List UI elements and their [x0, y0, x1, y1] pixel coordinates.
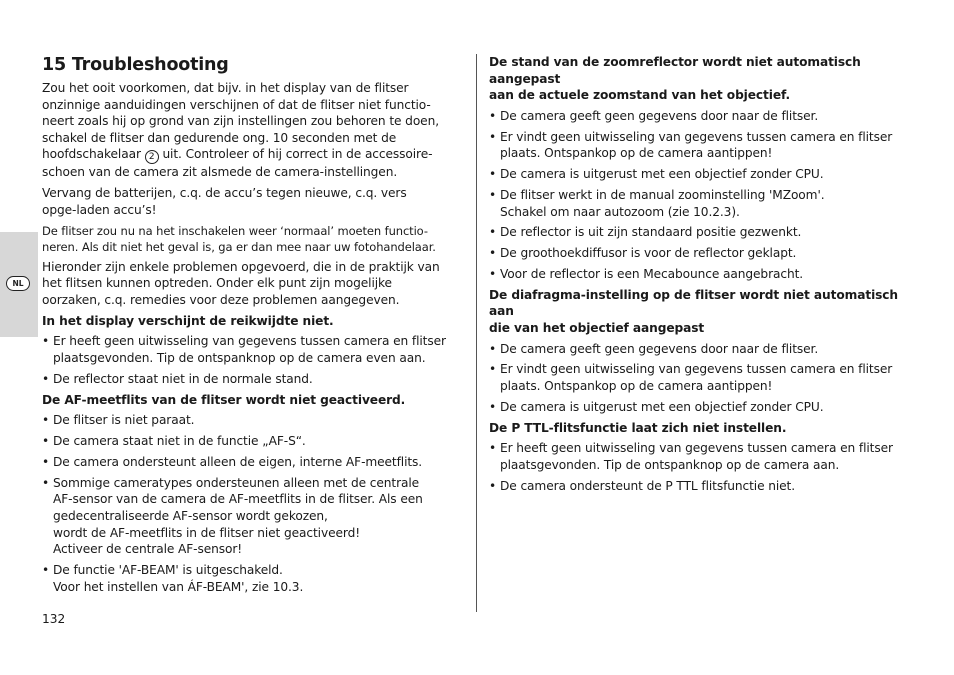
list-item-line: De camera geeft geen gegevens door naar de flitser. [500, 341, 819, 356]
list-item-line: Sommige cameratypes ondersteunen alleen met de centrale [53, 475, 420, 490]
text-line: neren. Als dit niet het geval is, ga er dan mee naar uw fotohandelaar. [42, 239, 436, 254]
circled-number-2: 2 [145, 150, 159, 164]
bullet: • [42, 413, 50, 428]
list-item-line: Er vindt geen uitwisseling van gegevens tussen camera en flitser [500, 129, 893, 144]
right-sections [489, 54, 914, 494]
left-sections [42, 313, 462, 595]
bullet: • [489, 187, 497, 202]
text-line: onzinnige aanduidingen verschijnen of dat de flitser niet functio- [42, 97, 431, 112]
list-item-line: plaatsgevonden. Tip de ontspanknop op de camera even aan. [53, 351, 426, 366]
text-line: opge-laden accu’s! [42, 202, 157, 217]
list-item-line: Activeer de centrale AF-sensor! [53, 542, 243, 557]
list-item-line: De functie 'AF-BEAM' is uitgeschakeld. [53, 562, 283, 577]
cause-list [42, 412, 462, 595]
list-item-line: De groothoekdiffusor is voor de reflector geklapt. [500, 246, 797, 261]
normal-function-paragraph [42, 223, 462, 255]
cause-list [489, 341, 914, 416]
list-item [489, 361, 914, 394]
list-item-line: Er heeft geen uitwisseling van gegevens tussen camera en flitser [53, 334, 446, 349]
section-title: 15 Troubleshooting [42, 55, 229, 75]
bullet: • [489, 129, 497, 144]
right-column [489, 54, 914, 498]
list-item-line: AF-sensor van de camera de AF-meetflits in de flitser. Als een [53, 492, 423, 507]
bullet: • [42, 371, 50, 386]
list-item-line: De flitser is niet paraat. [53, 413, 195, 428]
text-line: De flitser zou nu na het inschakelen weer ‘normaal’ moeten functio- [42, 223, 428, 238]
list-item [42, 562, 462, 595]
list-item-line: De camera ondersteunt alleen de eigen, interne AF-meetflits. [53, 454, 423, 469]
list-item-line: plaats. Ontspankop op de camera aantippen! [500, 146, 773, 161]
list-item-line: De camera ondersteunt de P TTL flitsfunctie niet. [500, 478, 796, 493]
heading-line: aan de actuele zoomstand van het objectief. [489, 88, 791, 103]
text-line: Vervang de batterijen, c.q. de accu’s tegen nieuwe, c.q. vers [42, 186, 407, 201]
problem-heading [42, 313, 462, 330]
problem-heading [489, 54, 914, 104]
bullet: • [489, 266, 497, 281]
text-line: oorzaken, c.q. remedies voor deze problemen aangegeven. [42, 292, 400, 307]
left-column [42, 54, 462, 599]
bullet: • [489, 167, 497, 182]
list-item [42, 333, 462, 366]
list-item-line: De camera geeft geen gegevens door naar de flitser. [500, 108, 819, 123]
column-divider [476, 54, 477, 612]
list-item [489, 129, 914, 162]
heading-line: De diafragma-instelling op de flitser wordt niet automatisch aan [489, 287, 899, 319]
cause-list [489, 108, 914, 282]
list-item-line: Er vindt geen uitwisseling van gegevens tussen camera en flitser [500, 362, 893, 377]
problem-heading [489, 287, 914, 337]
heading-line: De stand van de zoomreflector wordt niet automatisch aangepast [489, 55, 861, 86]
text-fragment: uit. Controleer of hij correct in de accessoire- [162, 147, 433, 162]
problems-intro-paragraph [42, 259, 462, 309]
text-line: schoen van de camera zit alsmede de camera-instellingen. [42, 165, 398, 180]
problem-heading [489, 420, 914, 437]
list-item [489, 245, 914, 262]
bullet: • [42, 562, 50, 577]
list-item-line: De flitser werkt in de manual zoominstelling 'MZoom'. [500, 187, 825, 202]
list-item [489, 341, 914, 358]
text-line: neert zoals hij op grond van zijn instellingen zou behoren te doen, [42, 114, 439, 129]
list-item-line: De reflector is uit zijn standaard positie gezwenkt. [500, 225, 802, 240]
list-item [42, 433, 462, 450]
bullet: • [489, 246, 497, 261]
list-item [42, 412, 462, 429]
list-item [489, 266, 914, 283]
heading-line: In het display verschijnt de reikwijdte niet. [42, 313, 334, 328]
list-item-line: De reflector staat niet in de normale stand. [53, 371, 313, 386]
list-item-line: Voor de reflector is een Mecabounce aangebracht. [500, 266, 804, 281]
problem-heading [42, 392, 462, 409]
battery-paragraph [42, 185, 462, 218]
text-fragment: hoofdschakelaar [42, 147, 141, 162]
bullet: • [42, 475, 50, 490]
text-line: Hieronder zijn enkele problemen opgevoerd, die in de praktijk van [42, 259, 440, 274]
list-item-line: De camera staat niet in de functie „AF-S“. [53, 434, 306, 449]
list-item [489, 399, 914, 416]
list-item [489, 108, 914, 125]
language-side-tab [0, 232, 38, 337]
bullet: • [489, 399, 497, 414]
bullet: • [42, 454, 50, 469]
list-item-line: De camera is uitgerust met een objectief zonder CPU. [500, 399, 824, 414]
list-item [489, 224, 914, 241]
list-item [42, 454, 462, 471]
list-item-line: plaatsgevonden. Tip de ontspanknop op de camera aan. [500, 457, 840, 472]
list-item-line: Schakel om naar autozoom (zie 10.2.3). [500, 204, 740, 219]
list-item [489, 166, 914, 183]
bullet: • [489, 441, 497, 456]
bullet: • [489, 362, 497, 377]
bullet: • [489, 478, 497, 493]
text-line [42, 146, 462, 164]
bullet: • [42, 334, 50, 349]
intro-paragraph [42, 80, 462, 181]
bullet: • [489, 108, 497, 123]
bullet: • [489, 341, 497, 356]
list-item [489, 440, 914, 473]
list-item-line: De camera is uitgerust met een objectief zonder CPU. [500, 167, 824, 182]
heading-line: De AF-meetflits van de flitser wordt niet geactiveerd. [42, 392, 406, 407]
cause-list [489, 440, 914, 494]
list-item-line: Voor het instellen van ÁF-BEAM', zie 10.3. [53, 579, 304, 594]
list-item-line: plaats. Ontspankop op de camera aantippen! [500, 378, 773, 393]
list-item-line: Er heeft geen uitwisseling van gegevens tussen camera en flitser [500, 441, 893, 456]
text-line: het flitsen kunnen optreden. Onder elk punt zijn mogelijke [42, 276, 392, 291]
list-item [42, 371, 462, 388]
cause-list [42, 333, 462, 387]
list-item [42, 475, 462, 558]
page-number: 132 [42, 612, 66, 626]
heading-line: die van het objectief aangepast [489, 320, 705, 335]
list-item [489, 478, 914, 495]
language-badge: NL [6, 276, 30, 291]
heading-line: De P TTL-flitsfunctie laat zich niet instellen. [489, 420, 787, 435]
bullet: • [42, 434, 50, 449]
list-item [489, 187, 914, 220]
bullet: • [489, 225, 497, 240]
list-item-line: wordt de AF-meetflits in de flitser niet geactiveerd! [53, 525, 360, 540]
text-line: Zou het ooit voorkomen, dat bijv. in het display van de flitser [42, 81, 409, 95]
list-item-line: gedecentraliseerde AF-sensor wordt gekozen, [53, 508, 328, 523]
text-line: schakel de flitser dan gedurende ong. 10 seconden met de [42, 130, 397, 145]
